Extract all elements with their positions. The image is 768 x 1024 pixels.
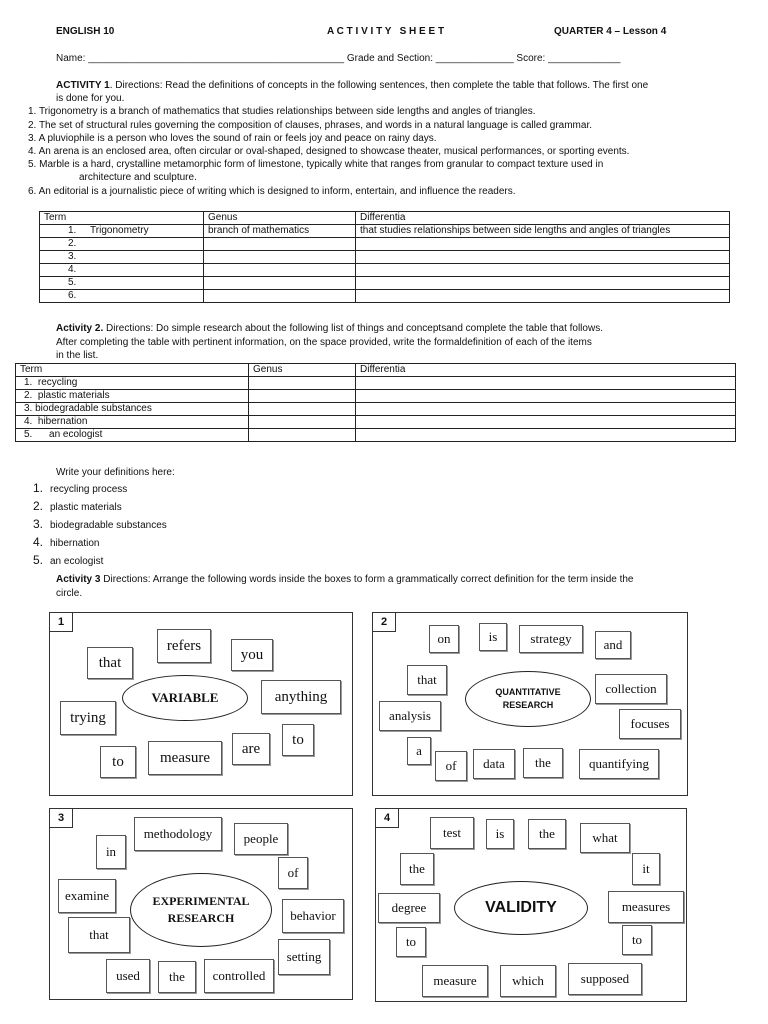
list-item[interactable] bbox=[33, 534, 167, 552]
cell-differentia[interactable] bbox=[356, 416, 736, 429]
list-number: 3. bbox=[33, 517, 44, 531]
cell-genus[interactable] bbox=[249, 416, 356, 429]
activity1-directions-cont: is done for you. bbox=[56, 93, 125, 104]
box-number: 3 bbox=[50, 809, 73, 828]
cell-term[interactable]: 2. bbox=[40, 238, 204, 251]
word-tile[interactable]: is bbox=[486, 819, 514, 849]
cell-genus[interactable] bbox=[204, 264, 356, 277]
activity1-directions bbox=[56, 79, 648, 92]
word-tile[interactable]: used bbox=[106, 959, 150, 993]
cell-genus[interactable] bbox=[204, 290, 356, 303]
word-tile[interactable]: in bbox=[96, 835, 126, 869]
word-tile[interactable]: the bbox=[523, 748, 563, 778]
term-text bbox=[495, 686, 560, 712]
cell-differentia[interactable] bbox=[356, 277, 730, 290]
list-item[interactable] bbox=[33, 480, 167, 498]
table-header-row bbox=[16, 364, 736, 377]
cell-term[interactable]: 1. recycling bbox=[16, 377, 249, 390]
word-tile[interactable]: collection bbox=[595, 674, 667, 704]
cell-differentia[interactable] bbox=[356, 377, 736, 390]
cell-differentia[interactable] bbox=[356, 238, 730, 251]
word-tile[interactable]: and bbox=[595, 631, 631, 659]
puzzle-box-4 bbox=[375, 808, 687, 1002]
sentence-2: 2. The set of structural rules governing the composition of clauses, phrases, and words in a natural language is called grammar. bbox=[28, 120, 593, 131]
cell-differentia[interactable] bbox=[356, 390, 736, 403]
cell-term[interactable]: 5. bbox=[40, 277, 204, 290]
header-term: Term bbox=[40, 212, 204, 225]
word-tile[interactable]: which bbox=[500, 965, 556, 997]
word-tile[interactable]: examine bbox=[58, 879, 116, 913]
sentence-5-cont: architecture and sculpture. bbox=[79, 172, 197, 183]
table-row bbox=[16, 390, 736, 403]
sentence-5: 5. Marble is a hard, crystalline metamorphic form of limestone, typically white that ranges from granular to compact texture used in bbox=[28, 159, 604, 170]
word-tile[interactable]: is bbox=[479, 623, 507, 651]
cell-differentia[interactable]: that studies relationships between side lengths and angles of triangles bbox=[356, 225, 730, 238]
term-oval-experimental-research bbox=[130, 873, 272, 947]
word-tile[interactable]: measure bbox=[148, 741, 222, 775]
puzzle-box-3 bbox=[49, 808, 353, 1000]
puzzle-box-2 bbox=[372, 612, 688, 796]
list-text: plastic materials bbox=[50, 502, 122, 513]
word-tile[interactable]: the bbox=[528, 819, 566, 849]
term-oval-quantitative-research bbox=[465, 671, 591, 727]
activity1-directions-text: . Directions: Read the definitions of concepts in the following sentences, then complete the table that follows. The first one bbox=[109, 80, 649, 91]
header-genus: Genus bbox=[204, 212, 356, 225]
write-definitions-label: Write your definitions here: bbox=[56, 467, 175, 478]
cell-term[interactable]: 4. hibernation bbox=[16, 416, 249, 429]
word-tile[interactable]: trying bbox=[60, 701, 116, 735]
word-tile[interactable]: the bbox=[400, 853, 434, 885]
subject-label: ENGLISH 10 bbox=[56, 26, 115, 37]
definitions-list bbox=[33, 480, 167, 570]
word-tile[interactable]: you bbox=[231, 639, 273, 671]
list-text: an ecologist bbox=[50, 556, 104, 567]
word-tile[interactable]: on bbox=[429, 625, 459, 653]
list-text: hibernation bbox=[50, 538, 100, 549]
word-tile[interactable]: it bbox=[632, 853, 660, 885]
word-tile[interactable]: that bbox=[407, 665, 447, 695]
cell-term[interactable]: 6. bbox=[40, 290, 204, 303]
sentence-1: 1. Trigonometry is a branch of mathematics that studies relationships between side lengths and angles of triangles. bbox=[28, 106, 536, 117]
table-row bbox=[16, 377, 736, 390]
cell-genus[interactable] bbox=[204, 238, 356, 251]
header-differentia: Differentia bbox=[356, 364, 736, 377]
activity2-directions bbox=[56, 322, 603, 335]
list-number: 1. bbox=[33, 481, 44, 495]
sentence-3: 3. A pluviophile is a person who loves the sound of rain or feels joy and peace on rainy days. bbox=[28, 133, 437, 144]
table-row bbox=[16, 403, 736, 416]
word-tile[interactable]: that bbox=[87, 647, 133, 679]
word-tile[interactable]: what bbox=[580, 823, 630, 853]
box-number: 4 bbox=[376, 809, 399, 828]
word-tile[interactable]: that bbox=[68, 917, 130, 953]
word-tile[interactable]: to bbox=[396, 927, 426, 957]
table-row bbox=[16, 416, 736, 429]
header-differentia: Differentia bbox=[356, 212, 730, 225]
word-tile[interactable]: measure bbox=[422, 965, 488, 997]
term-oval-variable: VARIABLE bbox=[122, 675, 248, 721]
term-line-1: EXPERIMENTAL bbox=[152, 894, 250, 908]
box-number: 1 bbox=[50, 613, 73, 632]
word-tile[interactable]: data bbox=[473, 749, 515, 779]
word-tile[interactable]: people bbox=[234, 823, 288, 855]
activity1-table bbox=[39, 211, 730, 303]
cell-term[interactable]: 3. biodegradable substances bbox=[16, 403, 249, 416]
cell-differentia[interactable] bbox=[356, 403, 736, 416]
table-row bbox=[40, 264, 730, 277]
word-tile[interactable]: analysis bbox=[379, 701, 441, 731]
activity2-directions-cont: After completing the table with pertinent information, on the space provided, write the formaldefinition of each of the items bbox=[56, 337, 592, 348]
sentence-4: 4. An arena is an enclosed area, often circular or oval-shaped, designed to showcase theater, musical performances, or sporting events. bbox=[28, 146, 630, 157]
cell-differentia[interactable] bbox=[356, 251, 730, 264]
cell-genus[interactable]: branch of mathematics bbox=[204, 225, 356, 238]
activity3-directions-cont: circle. bbox=[56, 588, 83, 599]
term-line-2: RESEARCH bbox=[502, 700, 554, 710]
cell-term[interactable]: 1. Trigonometry bbox=[40, 225, 204, 238]
word-tile[interactable]: the bbox=[158, 961, 196, 993]
cell-genus[interactable] bbox=[249, 403, 356, 416]
word-tile[interactable]: measures bbox=[608, 891, 684, 923]
cell-genus[interactable] bbox=[249, 377, 356, 390]
word-tile[interactable]: degree bbox=[378, 893, 440, 923]
word-tile[interactable]: are bbox=[232, 733, 270, 765]
list-item[interactable] bbox=[33, 516, 167, 534]
activity3-directions bbox=[56, 573, 634, 586]
term-text bbox=[152, 893, 249, 927]
word-tile[interactable]: to bbox=[282, 724, 314, 756]
table-row bbox=[40, 238, 730, 251]
activity2-table bbox=[15, 363, 736, 442]
sentence-6: 6. An editorial is a journalistic piece of writing which is designed to inform, entertain, and influence the readers. bbox=[28, 186, 516, 197]
cell-term[interactable]: 3. bbox=[40, 251, 204, 264]
word-tile[interactable]: focuses bbox=[619, 709, 681, 739]
list-number: 5. bbox=[33, 553, 44, 567]
word-tile[interactable]: strategy bbox=[519, 625, 583, 653]
word-tile[interactable]: setting bbox=[278, 939, 330, 975]
list-number: 4. bbox=[33, 535, 44, 549]
list-text: biodegradable substances bbox=[50, 520, 167, 531]
table-header-row bbox=[40, 212, 730, 225]
term-oval-validity: VALIDITY bbox=[454, 881, 588, 935]
term-line-2: RESEARCH bbox=[167, 911, 235, 925]
term-line-1: QUANTITATIVE bbox=[495, 687, 561, 697]
word-tile[interactable]: refers bbox=[157, 629, 211, 663]
quarter-label: QUARTER 4 – Lesson 4 bbox=[554, 26, 667, 37]
header-term: Term bbox=[16, 364, 249, 377]
word-tile[interactable]: to bbox=[100, 746, 136, 778]
list-text: recycling process bbox=[50, 484, 128, 495]
table-row bbox=[16, 429, 736, 442]
sheet-title: A C T I V I T Y S H E E T bbox=[327, 26, 445, 37]
word-tile[interactable]: of bbox=[278, 857, 308, 889]
list-item[interactable] bbox=[33, 498, 167, 516]
word-tile[interactable]: controlled bbox=[204, 959, 274, 993]
cell-genus[interactable] bbox=[204, 277, 356, 290]
activity3-directions-text: Directions: Arrange the following words inside the boxes to form a grammatically correct definition for the term inside the bbox=[100, 574, 634, 585]
word-tile[interactable]: behavior bbox=[282, 899, 344, 933]
list-number: 2. bbox=[33, 499, 44, 513]
activity2-label: Activity 2. bbox=[56, 323, 104, 334]
cell-term[interactable]: 5. an ecologist bbox=[16, 429, 249, 442]
activity3-label: Activity 3 bbox=[56, 574, 101, 585]
word-tile[interactable]: anything bbox=[261, 680, 341, 714]
word-tile[interactable]: of bbox=[435, 751, 467, 781]
cell-genus[interactable] bbox=[249, 429, 356, 442]
word-tile[interactable]: supposed bbox=[568, 963, 642, 995]
table-row bbox=[40, 225, 730, 238]
cell-genus[interactable] bbox=[204, 251, 356, 264]
table-row bbox=[40, 251, 730, 264]
activity1-label: ACTIVITY 1 bbox=[56, 80, 110, 91]
cell-differentia[interactable] bbox=[356, 429, 736, 442]
word-tile[interactable]: test bbox=[430, 817, 474, 849]
activity2-directions-text: Directions: Do simple research about the following list of things and conceptsand complete the table that follows. bbox=[103, 323, 603, 334]
header-genus: Genus bbox=[249, 364, 356, 377]
cell-term[interactable]: 4. bbox=[40, 264, 204, 277]
word-tile[interactable]: a bbox=[407, 737, 431, 765]
table-row bbox=[40, 277, 730, 290]
box-number: 2 bbox=[373, 613, 396, 632]
cell-genus[interactable] bbox=[249, 390, 356, 403]
info-line: Name: ______________________________________________ Grade and Section: ______________ Score: _____________ bbox=[56, 53, 621, 64]
table-row bbox=[40, 290, 730, 303]
word-tile[interactable]: methodology bbox=[134, 817, 222, 851]
word-tile[interactable]: to bbox=[622, 925, 652, 955]
word-tile[interactable]: quantifying bbox=[579, 749, 659, 779]
activity2-directions-cont2: in the list. bbox=[56, 350, 99, 361]
list-item[interactable] bbox=[33, 552, 167, 570]
cell-differentia[interactable] bbox=[356, 264, 730, 277]
puzzle-box-1 bbox=[49, 612, 353, 796]
cell-term[interactable]: 2. plastic materials bbox=[16, 390, 249, 403]
cell-differentia[interactable] bbox=[356, 290, 730, 303]
